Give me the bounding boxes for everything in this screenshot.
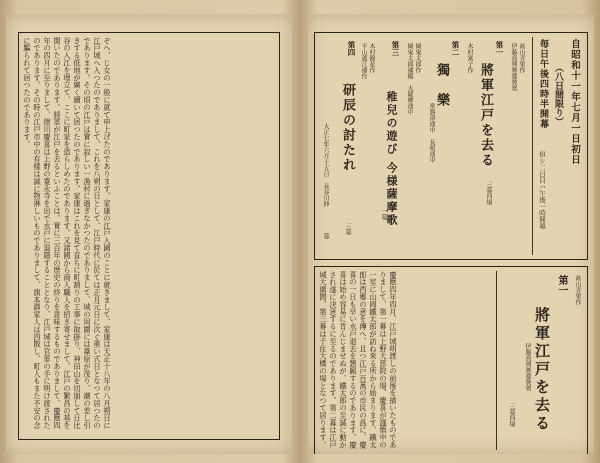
lower-credit: 眞山青果作 — [574, 275, 581, 305]
item-4-acts: 三幕 — [344, 223, 351, 235]
program-frame — [314, 32, 588, 260]
lower-number: 第一 — [556, 275, 567, 295]
lower-heading — [499, 273, 583, 449]
item-2-credit-bottom: 常磐津連中 長唄連中 — [428, 103, 435, 163]
item-3-credit-top: 岡鬼太郎作 — [414, 43, 421, 73]
left-body-text: ぞへ、じ女の一般に就て申上げたのであります。家康の江戸入國のことに就きまして、家康は天正十八年の八月朔日に江戸城へ入つたのでありまして、これを八朔の日として、江戸時代に於ては正月元日に次ぐ重い式日となつて居つたのであります。その頃の江戸は實に寂しい一漁村に過ぎなかつたのでありまして、城の周圍には葦原が茂り、潮の差し引きする低地が廣く續いて居つたのであります。家康はこれを見て直ちに町割りの工事に取掛り、神田山を切崩して日比谷の入江を埋立て、ここに町家を造らしめたのであります。又諸國から商人職人を招き寄せまして、江戸の繁昌の基を開いたのであります。將軍が江戸を去るといふことは、實に三百年の歴史の終りを意味するものでありまして、慶應四年の四月に至りまして、徳川慶喜は上野の寛永寺を出で水戸に退隱することとなり、江戸城は官軍の手に明け渡されたのであります。その時の江戸市中の有樣は誠に物淋しいものでありまして、旗本御家人は四散し、町人もまた不安の念に驅られて居つたのであります。 — [23, 37, 112, 430]
item-4-credit-bottom: 平山蘆江補作 — [360, 43, 367, 79]
lower-section — [314, 266, 588, 454]
item-4-number: 第四 — [347, 41, 356, 56]
left-page — [6, 14, 292, 454]
program-time-note: 但シ二日目ハ午後一時開幕 — [538, 151, 546, 229]
item-1-credit-bottom: 伊藤熹朔舞臺裝置 — [510, 43, 517, 91]
item-3-credit-bottom: 岡鬼太郎補綴 大薩摩連中 — [406, 43, 413, 115]
item-1-title: 將軍江戸を去る — [478, 63, 493, 168]
program-date: 自昭和十一年七月一日初日 — [569, 39, 580, 165]
lower-staging: 伊藤熹朔舞臺裝置 — [524, 343, 531, 391]
lower-acts: 三幕四場 — [508, 403, 515, 427]
item-3-number: 第三 — [391, 41, 400, 56]
item-1-number: 第一 — [495, 41, 504, 56]
item-4-title: 研辰の討たれ — [340, 83, 355, 173]
program-footer-note: 幕 — [322, 233, 329, 239]
item-2-title: 獨 樂 — [434, 63, 449, 108]
item-4-credit-top: 木村錦花作 — [368, 43, 375, 73]
item-2-credit-top: 木村富子作 — [466, 43, 473, 73]
program-days: （八日間限り） — [553, 63, 563, 126]
program-divider — [532, 37, 533, 255]
item-2-number: 第二 — [451, 41, 460, 56]
item-3-title: 稚兒の遊び 今様薩摩歌 — [385, 91, 398, 227]
lower-title: 將軍江戸を去る — [533, 307, 551, 433]
left-text-frame — [18, 32, 280, 440]
program-time: 毎日午後四時半開幕 — [538, 39, 548, 129]
program-footer: 大正七年六月十五日 長谷川伸 — [322, 123, 329, 207]
lower-body-text: 慶應四年四月、江戸城明渡しの前後を描いたものでありまして、第一幕は上野大慈院の場、慶喜が謹慎中の一室に山岡鐵太郎が訪ね來る所から始まります。鐵太郎は西郷の意を傳へ、且つ江戸百萬の市民の爲に、慶喜の一日も早い水戸退去を懇願するのであります。慶喜は始め容易に肯んじませぬが、鐵太郎の至誠に動かされ遂に決意するに至るのであります。第二幕は江戸城大廣間、第三幕は千住大橋の場となつて居ります。 — [319, 271, 398, 449]
item-1-acts: 三幕四場 — [485, 181, 492, 205]
right-page — [308, 14, 594, 454]
item-1-credit-top: 眞山青果作 — [518, 43, 525, 73]
item-3-acts: 一幕 — [380, 208, 387, 220]
